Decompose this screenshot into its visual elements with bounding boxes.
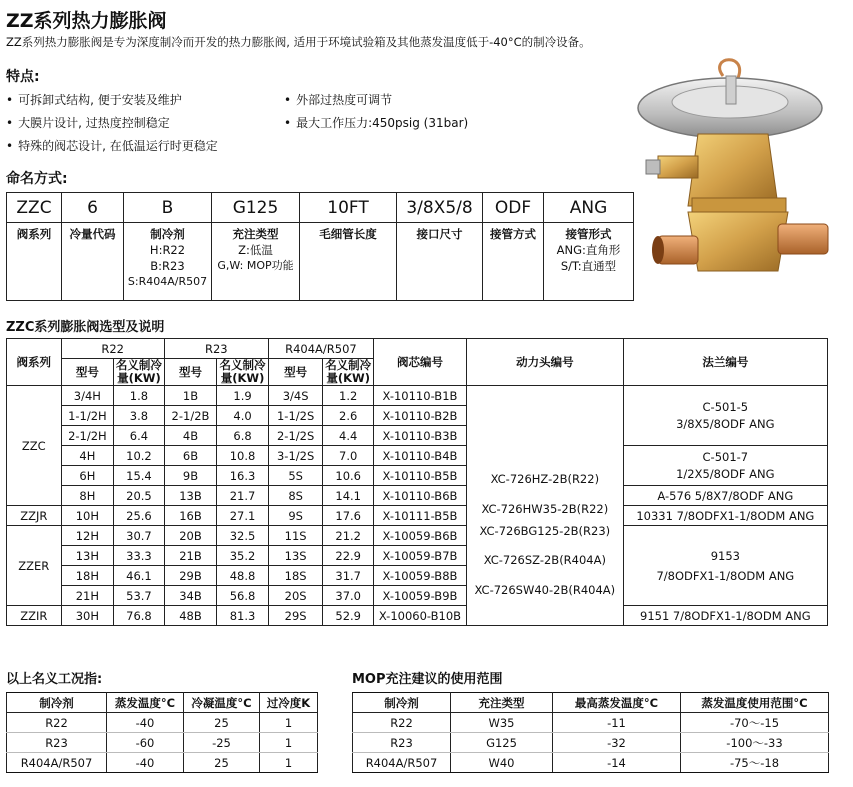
table-cell: X-10111-B5B	[373, 506, 466, 526]
table-cell: 32.5	[217, 526, 269, 546]
table-cell: 14.1	[323, 486, 374, 506]
table-cell: -70～-15	[681, 713, 829, 733]
naming-label: 冷量代码	[62, 223, 124, 301]
table-cell: 33.3	[114, 546, 165, 566]
table-cell: 18S	[268, 566, 323, 586]
table-cell: X-10110-B2B	[373, 406, 466, 426]
table-cell: 4H	[61, 446, 114, 466]
table-cell: 15.4	[114, 466, 165, 486]
table-cell: 20.5	[114, 486, 165, 506]
naming-option: G,W: MOP功能	[217, 259, 294, 272]
power-head: XC-726HZ-2B(R22)	[490, 472, 600, 486]
naming-option: B:R23	[150, 259, 185, 273]
table-cell: X-10059-B7B	[373, 546, 466, 566]
features-heading: 特点:	[6, 69, 40, 85]
col-header: R404A/R507	[268, 339, 373, 359]
table-cell: -32	[553, 733, 681, 753]
bullet-icon: •	[6, 139, 14, 153]
col-header: 制冷剂	[353, 693, 451, 713]
conditions-table	[6, 692, 318, 773]
table-cell: 9S	[268, 506, 323, 526]
series-cell: ZZJR	[7, 506, 62, 526]
table-cell: 10.6	[323, 466, 374, 486]
table-cell: 11S	[268, 526, 323, 546]
col-header: 蒸发温度使用范围°C	[681, 693, 829, 713]
table-cell: X-10110-B3B	[373, 426, 466, 446]
naming-code: B	[124, 193, 212, 223]
table-cell: 13B	[164, 486, 217, 506]
naming-option: ANG:直角形	[556, 243, 621, 257]
table-cell: 1-1/2S	[268, 406, 323, 426]
table-cell: 30.7	[114, 526, 165, 546]
feature-item: • 最大工作压力:450psig (31bar)	[284, 116, 469, 130]
table-row	[7, 526, 828, 546]
table-row	[7, 733, 318, 753]
table-cell: 29S	[268, 606, 323, 626]
table-cell: 20B	[164, 526, 217, 546]
table-cell: 1-1/2H	[61, 406, 114, 426]
table-cell: -11	[553, 713, 681, 733]
naming-option: S/T:直通型	[560, 259, 617, 273]
selection-heading: ZZC系列膨胀阀选型及说明	[6, 320, 165, 335]
table-row	[353, 733, 829, 753]
table-cell: R404A/R507	[353, 753, 451, 773]
naming-label: 接管形式	[565, 227, 612, 241]
col-header: 制冷剂	[7, 693, 107, 713]
naming-option: Z:低温	[238, 243, 273, 257]
table-cell: X-10110-B5B	[373, 466, 466, 486]
naming-table	[6, 192, 634, 301]
table-cell: 46.1	[114, 566, 165, 586]
table-row	[7, 713, 318, 733]
col-header: 法兰编号	[623, 339, 827, 386]
col-header: 名义制冷量(KW)	[114, 359, 165, 386]
col-header: R23	[164, 339, 268, 359]
table-cell: X-10060-B10B	[373, 606, 466, 626]
table-row	[7, 386, 828, 406]
feature-item: • 大膜片设计, 过热度控制稳定	[6, 116, 170, 130]
table-cell: 25	[184, 753, 260, 773]
table-row	[353, 753, 829, 773]
col-header: 型号	[268, 359, 323, 386]
selection-header-row	[7, 339, 828, 359]
table-cell: R22	[7, 713, 107, 733]
col-header: 过冷度K	[260, 693, 318, 713]
flange-cell: 10331 7/8ODFX1-1/8ODM ANG	[623, 506, 827, 526]
table-cell: 21B	[164, 546, 217, 566]
table-cell: 31.7	[323, 566, 374, 586]
table-cell: 10H	[61, 506, 114, 526]
col-header: 型号	[61, 359, 114, 386]
table-cell: X-10110-B6B	[373, 486, 466, 506]
table-cell: 22.9	[323, 546, 374, 566]
table-cell: -60	[107, 733, 184, 753]
table-cell: -40	[107, 713, 184, 733]
naming-option: H:R22	[149, 243, 186, 257]
valve-illustration	[628, 56, 838, 296]
naming-label: 阀系列	[7, 223, 62, 301]
flange-cell: A-576 5/8X7/8ODF ANG	[623, 486, 827, 506]
table-cell: 4.0	[217, 406, 269, 426]
table-cell: -14	[553, 753, 681, 773]
table-cell: 1	[260, 733, 318, 753]
naming-desc-row	[7, 223, 634, 301]
table-cell: 53.7	[114, 586, 165, 606]
table-cell: 3/4S	[268, 386, 323, 406]
table-cell: 25	[184, 713, 260, 733]
table-row	[7, 506, 828, 526]
table-cell: 5S	[268, 466, 323, 486]
mop-table	[352, 692, 829, 773]
flange-cell: 9151 7/8ODFX1-1/8ODM ANG	[623, 606, 827, 626]
col-header: 动力头编号	[466, 339, 623, 386]
table-cell: 21H	[61, 586, 114, 606]
table-cell: 30H	[61, 606, 114, 626]
table-cell: X-10110-B1B	[373, 386, 466, 406]
table-cell: R404A/R507	[7, 753, 107, 773]
table-cell: 3-1/2S	[268, 446, 323, 466]
table-cell: 1.9	[217, 386, 269, 406]
naming-heading: 命名方式:	[6, 171, 68, 187]
naming-refrigerant-cell	[124, 223, 212, 301]
power-head: XC-726SW40-2B(R404A)	[474, 583, 616, 597]
table-cell: 37.0	[323, 586, 374, 606]
table-row	[7, 753, 318, 773]
table-cell: 76.8	[114, 606, 165, 626]
table-cell: 3/4H	[61, 386, 114, 406]
col-header: 型号	[164, 359, 217, 386]
table-row	[7, 446, 828, 466]
power-head: XC-726SZ-2B(R404A)	[483, 553, 606, 567]
table-cell: R23	[7, 733, 107, 753]
col-header: 名义制冷量(KW)	[323, 359, 374, 386]
table-cell: -75～-18	[681, 753, 829, 773]
naming-label: 接管方式	[483, 223, 544, 301]
table-row	[353, 713, 829, 733]
bullet-icon: •	[6, 93, 14, 107]
table-cell: 8H	[61, 486, 114, 506]
naming-label: 毛细管长度	[300, 223, 397, 301]
table-cell: 56.8	[217, 586, 269, 606]
table-cell: R23	[353, 733, 451, 753]
flange-cell: 9153 7/8ODFX1-1/8ODM ANG	[623, 526, 827, 606]
table-cell: X-10059-B8B	[373, 566, 466, 586]
table-cell: 27.1	[217, 506, 269, 526]
naming-label: 充注类型	[232, 227, 279, 241]
table-cell: G125	[451, 733, 553, 753]
table-cell: 17.6	[323, 506, 374, 526]
naming-code: 10FT	[300, 193, 397, 223]
mop-heading: MOP充注建议的使用范围	[352, 672, 503, 687]
table-cell: 16B	[164, 506, 217, 526]
feature-item: • 外部过热度可调节	[284, 93, 393, 107]
table-cell: W40	[451, 753, 553, 773]
table-cell: X-10110-B4B	[373, 446, 466, 466]
table-cell: 6.4	[114, 426, 165, 446]
table-cell: 48B	[164, 606, 217, 626]
table-cell: 25.6	[114, 506, 165, 526]
naming-code: ODF	[483, 193, 544, 223]
table-cell: 21.2	[323, 526, 374, 546]
table-cell: 8S	[268, 486, 323, 506]
table-cell: 12H	[61, 526, 114, 546]
flange-cell: C-501-7 1/2X5/8ODF ANG	[623, 446, 827, 486]
series-cell: ZZC	[7, 386, 62, 506]
naming-option: S:R404A/R507	[127, 275, 208, 288]
table-cell: 13S	[268, 546, 323, 566]
table-row	[7, 486, 828, 506]
col-header: 阀系列	[7, 339, 62, 386]
power-head: XC-726BG125-2B(R23)	[479, 524, 611, 538]
table-cell: 6H	[61, 466, 114, 486]
table-cell: -25	[184, 733, 260, 753]
table-cell: 13H	[61, 546, 114, 566]
bullet-icon: •	[284, 116, 292, 130]
selection-table	[6, 338, 828, 626]
mop-header-row	[353, 693, 829, 713]
intro-text: ZZ系列热力膨胀阀是专为深度制冷而开发的热力膨胀阀, 适用于环境试验箱及其他蒸发温度低于-40°C的制冷设备。	[6, 35, 591, 49]
col-header: 最高蒸发温度°C	[553, 693, 681, 713]
table-cell: R22	[353, 713, 451, 733]
naming-code: ZZC	[7, 193, 62, 223]
table-cell: 34B	[164, 586, 217, 606]
series-cell: ZZER	[7, 526, 62, 606]
page-title: ZZ系列热力膨胀阀	[6, 10, 167, 32]
naming-code-row	[7, 193, 634, 223]
table-cell: 81.3	[217, 606, 269, 626]
col-header: 蒸发温度°C	[107, 693, 184, 713]
table-cell: 4B	[164, 426, 217, 446]
naming-code: 6	[62, 193, 124, 223]
table-cell: 9B	[164, 466, 217, 486]
table-cell: 1.8	[114, 386, 165, 406]
table-cell: 1B	[164, 386, 217, 406]
naming-code: ANG	[544, 193, 634, 223]
table-cell: 6.8	[217, 426, 269, 446]
table-cell: 3.8	[114, 406, 165, 426]
table-cell: 2-1/2S	[268, 426, 323, 446]
table-cell: 4.4	[323, 426, 374, 446]
table-cell: 52.9	[323, 606, 374, 626]
power-head: XC-726HW35-2B(R22)	[481, 502, 609, 516]
col-header: 阀芯编号	[373, 339, 466, 386]
table-cell: 7.0	[323, 446, 374, 466]
table-cell: 48.8	[217, 566, 269, 586]
col-header: 冷凝温度°C	[184, 693, 260, 713]
table-cell: 20S	[268, 586, 323, 606]
table-cell: 35.2	[217, 546, 269, 566]
table-cell: 2-1/2H	[61, 426, 114, 446]
table-cell: -40	[107, 753, 184, 773]
table-cell: 10.8	[217, 446, 269, 466]
table-cell: 1.2	[323, 386, 374, 406]
naming-label: 接口尺寸	[397, 223, 483, 301]
naming-charge-cell	[212, 223, 300, 301]
bullet-icon: •	[284, 93, 292, 107]
naming-form-cell	[544, 223, 634, 301]
series-cell: ZZIR	[7, 606, 62, 626]
bullet-icon: •	[6, 116, 14, 130]
naming-code: G125	[212, 193, 300, 223]
table-cell: 1	[260, 753, 318, 773]
table-cell: X-10059-B9B	[373, 586, 466, 606]
col-header: 充注类型	[451, 693, 553, 713]
flange-cell: C-501-5 3/8X5/8ODF ANG	[623, 386, 827, 446]
feature-item: • 特殊的阀芯设计, 在低温运行时更稳定	[6, 139, 218, 153]
table-cell: -100～-33	[681, 733, 829, 753]
table-row	[7, 606, 828, 626]
table-cell: 21.7	[217, 486, 269, 506]
table-cell: 2.6	[323, 406, 374, 426]
col-header: 名义制冷量(KW)	[217, 359, 269, 386]
table-cell: X-10059-B6B	[373, 526, 466, 546]
table-cell: 2-1/2B	[164, 406, 217, 426]
table-cell: 6B	[164, 446, 217, 466]
conditions-heading: 以上名义工况指:	[6, 672, 103, 687]
table-cell: 18H	[61, 566, 114, 586]
table-cell: 16.3	[217, 466, 269, 486]
naming-label: 制冷剂	[150, 227, 185, 241]
table-cell: 1	[260, 713, 318, 733]
table-cell: 10.2	[114, 446, 165, 466]
table-cell: W35	[451, 713, 553, 733]
conditions-header-row	[7, 693, 318, 713]
power-head-cell	[466, 386, 623, 626]
col-header: R22	[61, 339, 164, 359]
naming-code: 3/8X5/8	[397, 193, 483, 223]
table-cell: 29B	[164, 566, 217, 586]
feature-item: • 可拆卸式结构, 便于安装及维护	[6, 93, 182, 107]
